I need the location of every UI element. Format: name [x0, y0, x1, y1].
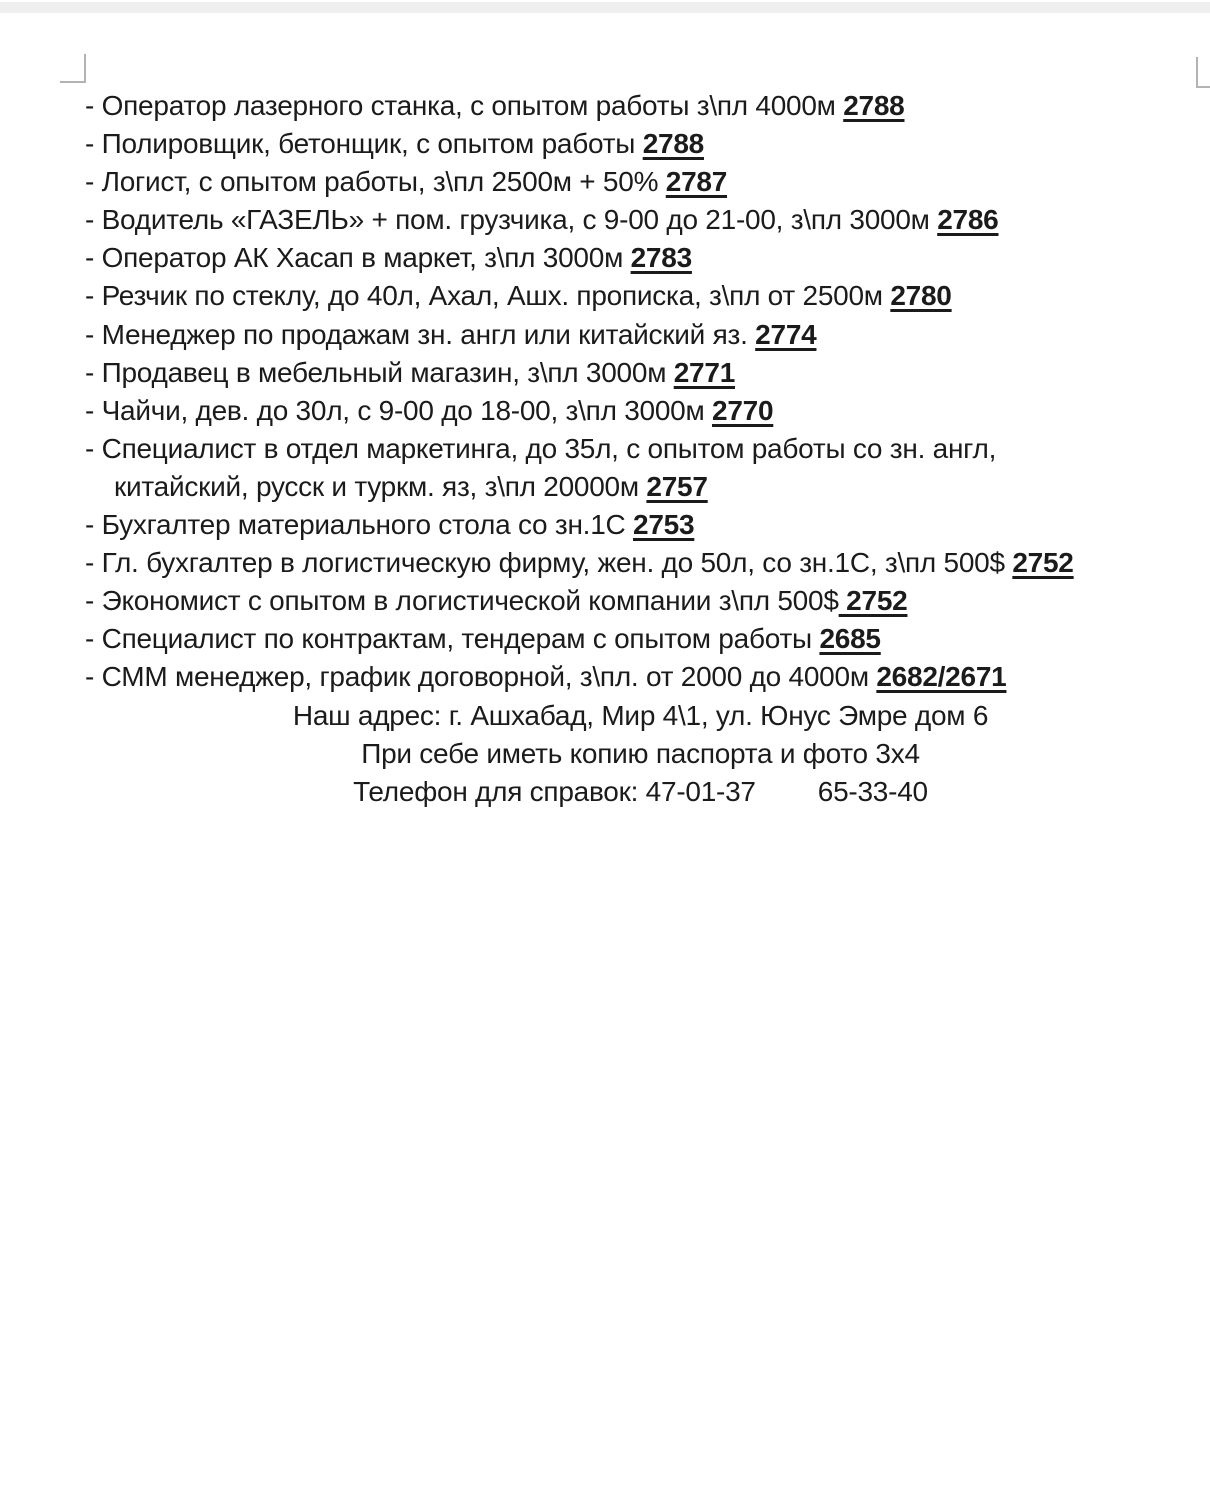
page-margin-corner-left-icon [60, 54, 86, 83]
job-text: - Оператор лазерного станка, с опытом работы з\пл 4000м [85, 90, 844, 121]
top-bar [0, 2, 1210, 13]
job-text: - Менеджер по продажам зн. англ или китайский яз. [85, 318, 756, 350]
phone-second-number: 65-33-40 [817, 775, 928, 807]
job-code: 2752 [838, 585, 908, 617]
job-line [85, 392, 1196, 430]
job-code: 2788 [642, 128, 704, 160]
job-line [85, 620, 1196, 658]
job-code: 2685 [819, 623, 881, 655]
job-text: - Продавец в мебельный магазин, з\пл 3000м [85, 356, 674, 388]
job-line [85, 163, 1196, 201]
job-text: - Бухгалтер материального стола со зн.1С [85, 509, 634, 541]
job-text: - Водитель «ГАЗЕЛЬ» + пом. грузчика, с 9-00 до 21-00, з\пл 3000м [85, 204, 938, 236]
job-code: 2774 [755, 318, 817, 350]
job-line [85, 239, 1196, 277]
job-text: - Специалист в отдел маркетинга, до 35л, с опытом работы со зн. англ, [85, 432, 997, 464]
job-text: - Экономист с опытом в логистической компании з\пл 500$ [85, 585, 839, 617]
job-line [85, 506, 1196, 544]
job-text: - Логист, с опытом работы, з\пл 2500м + 50% [85, 166, 666, 198]
document-body [85, 87, 1196, 811]
job-line [85, 87, 1196, 125]
job-line [85, 354, 1196, 392]
job-code: 2788 [843, 90, 905, 121]
job-text: - Специалист по контрактам, тендерам с опытом работы [85, 623, 820, 655]
job-code: 2780 [890, 280, 952, 312]
job-code: 2787 [665, 166, 728, 198]
job-code: 2786 [937, 204, 999, 236]
job-code: 2682/2671 [876, 661, 1007, 693]
job-code: 2752 [1012, 547, 1074, 579]
job-line [85, 125, 1196, 163]
job-text: - Гл. бухгалтер в логистическую фирму, жен. до 50л, со зн.1С, з\пл 500$ [85, 547, 1013, 579]
job-text: китайский, русск и туркм. яз, з\пл 20000м [114, 470, 647, 502]
job-code: 2757 [646, 470, 708, 502]
job-code: 2770 [712, 394, 774, 426]
job-line [85, 430, 1196, 468]
job-code: 2753 [633, 509, 695, 541]
job-code: 2771 [673, 356, 736, 388]
job-text: - Оператор АК Хасап в маркет, з\пл 3000м [85, 242, 631, 274]
job-line [85, 658, 1196, 696]
phone-label-and-first-number: Телефон для справок: 47-01-37 [353, 775, 756, 807]
job-code: 2783 [630, 242, 692, 274]
job-line-continuation [85, 468, 1196, 506]
job-line [85, 277, 1196, 315]
job-text: - Чайчи, дев. до 30л, с 9-00 до 18-00, з\пл 3000м [85, 394, 713, 426]
footer-address: Наш адрес: г. Ашхабад, Мир 4\1, ул. Юнус Эмре дом 6 [292, 699, 989, 731]
page-margin-corner-right-icon [1196, 57, 1210, 88]
job-line [85, 582, 1196, 620]
footer-phone [85, 773, 1196, 811]
job-line [85, 544, 1196, 582]
job-line [85, 201, 1196, 239]
job-line [85, 316, 1196, 354]
job-text: - СММ менеджер, график договорной, з\пл. от 2000 до 4000м [85, 661, 877, 693]
job-text: - Полировщик, бетонщик, с опытом работы [85, 128, 643, 160]
job-text: - Резчик по стеклу, до 40л, Ахал, Ашх. прописка, з\пл от 2500м [85, 280, 891, 312]
footer-note: При себе иметь копию паспорта и фото 3х4 [361, 737, 920, 769]
